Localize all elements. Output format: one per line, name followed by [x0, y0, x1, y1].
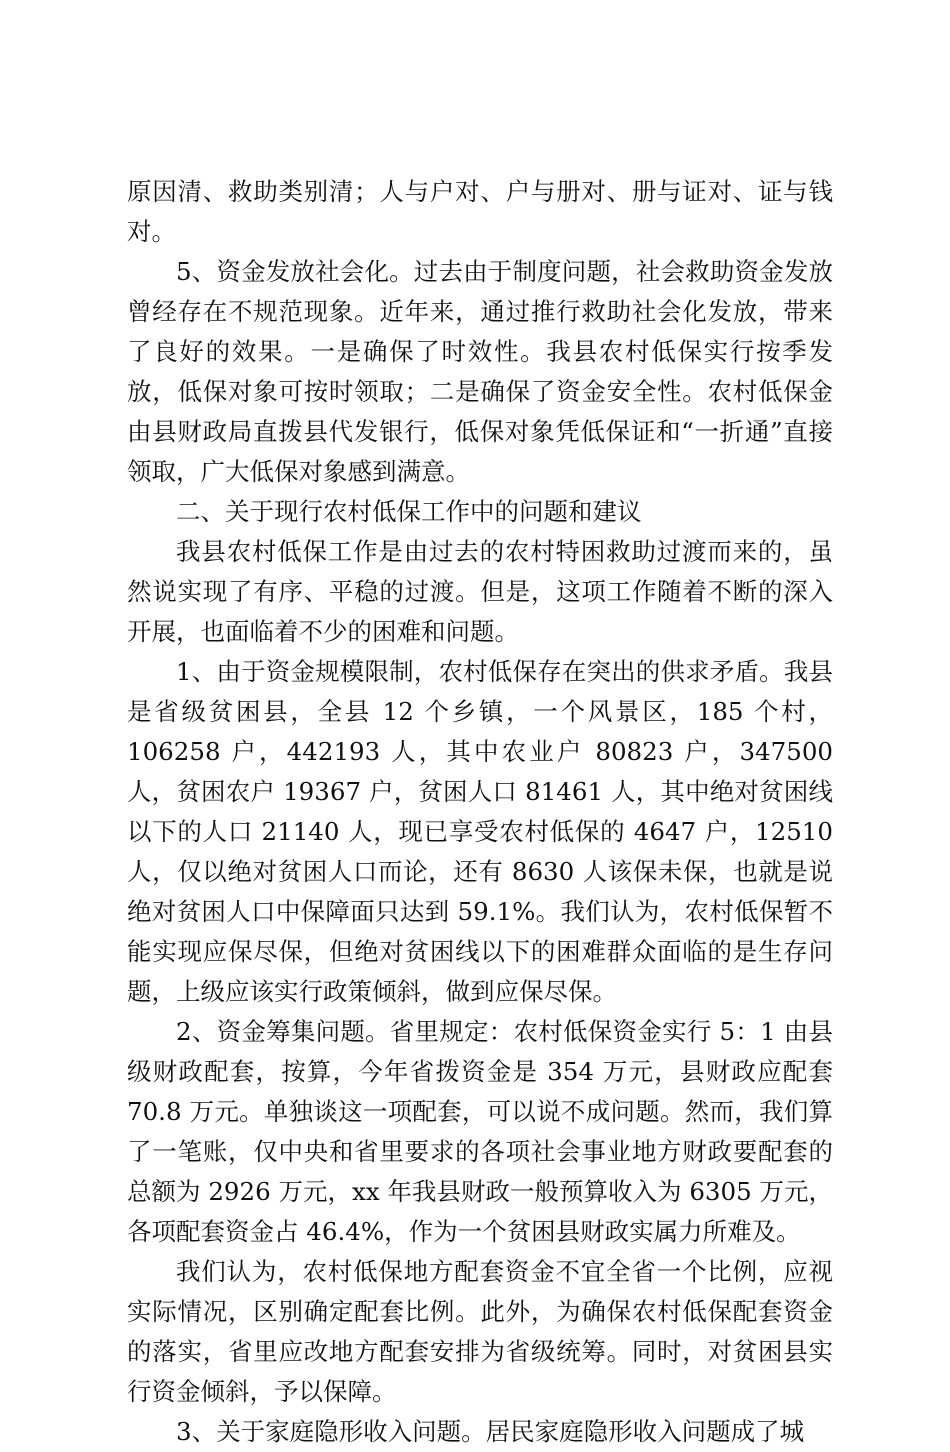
paragraph-5: 2、资金筹集问题。省里规定：农村低保资金实行 5：1 由县级财政配套，按算，今年省拨资金是 354 万元，县财政应配套 70.8 万元。单独谈这一项配套，可以说不成问题。然而，我们算了一笔账，仅中央和省里要求的各项社会事业地方财政要配套的总额为 2926 万元，xx 年我县财政一般预算收入为 6305 万元，各项配套资金占 46.4%，作为一个贫困县财政实属力所难及。 — [127, 1017, 833, 1246]
paragraph-3: 我县农村低保工作是由过去的农村特困救助过渡而来的，虽然说实现了有序、平稳的过渡。但是，这项工作随着不断的深入开展，也面临着不少的困难和问题。 — [127, 537, 833, 646]
paragraph-1: 原因清、救助类别清；人与户对、户与册对、册与证对、证与钱对。 — [127, 177, 833, 246]
paragraph-6: 我们认为，农村低保地方配套资金不宜全省一个比例，应视实际情况，区别确定配套比例。此外，为确保农村低保配套资金的落实，省里应改地方配套安排为省级统筹。同时，对贫困县实行资金倾斜，予以保障。 — [127, 1257, 833, 1406]
section-heading: 二、关于现行农村低保工作中的问题和建议 — [176, 497, 642, 526]
paragraph-4: 1、由于资金规模限制，农村低保存在突出的供求矛盾。我县是省级贫困县，全县 12 个乡镇，一个风景区，185 个村，106258 户，442193 人，其中农业户 80823 户，347500 人，贫困农户 19367 户，贫困人口 81461 人，其中绝对贫困线以下的人口 21140 人，现已享受农村低保的 4647 户，12510 人，仅以绝对贫困人口而论，还有 8630 人该保未保，也就是说绝对贫困人口中保障面只达到 59.1%。我们认为，农村低保暂不能实现应保尽保，但绝对贫困线以下的困难群众面临的是生存问题，上级应该实行政策倾斜，做到应保尽保。 — [127, 657, 833, 1006]
paragraph-2: 5、资金发放社会化。过去由于制度问题，社会救助资金发放曾经存在不规范现象。近年来，通过推行救助社会化发放，带来了良好的效果。一是确保了时效性。我县农村低保实行按季发放，低保对象可按时领取；二是确保了资金安全性。农村低保金由县财政局直拨县代发银行，低保对象凭低保证和“一折通”直接领取，广大低保对象感到满意。 — [127, 257, 833, 486]
paragraph-7: 3、关于家庭隐形收入问题。居民家庭隐形收入问题成了城 — [176, 1417, 805, 1446]
document-body — [127, 172, 833, 1452]
